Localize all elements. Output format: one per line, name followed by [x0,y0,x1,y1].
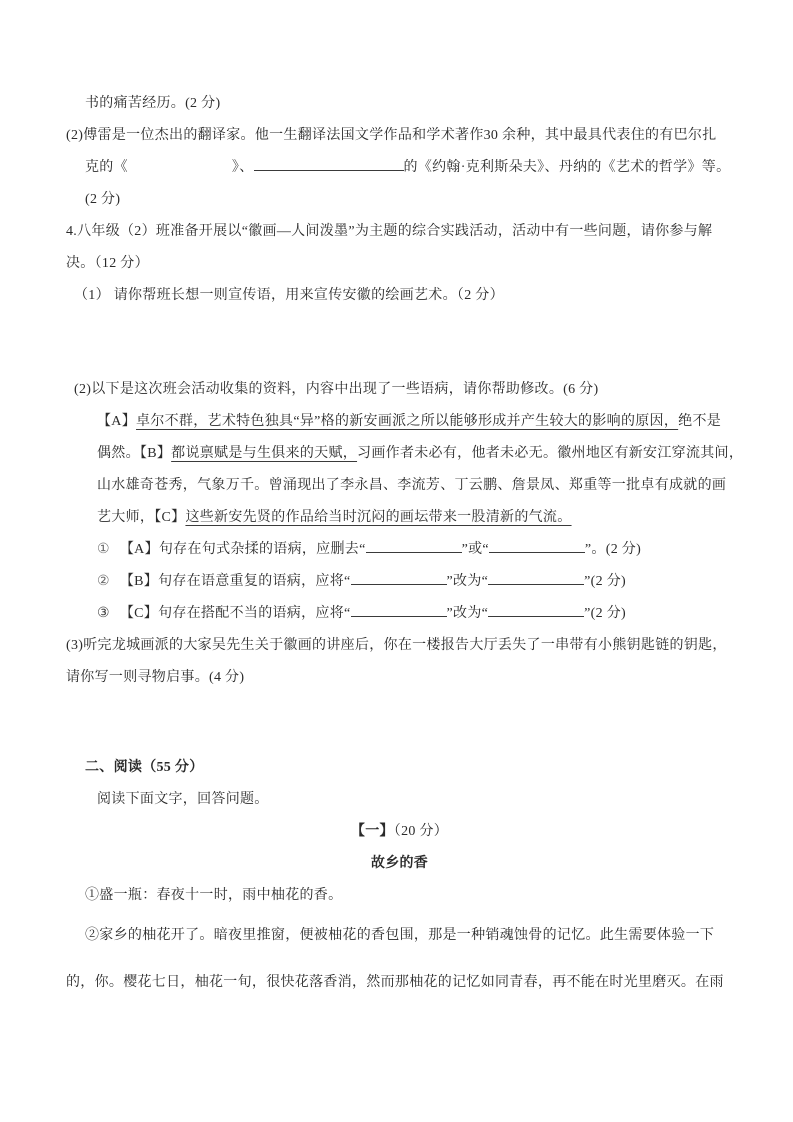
sentence-b-pre: 偶然。【B】 [97,446,172,461]
item-3-post: ”(2 分) [584,606,626,621]
item-2-post: ”(2 分) [584,574,626,589]
q4-intro-line1: 4.八年级（2）班准备开展以“徽画—人间泼墨”为主题的综合实践活动，活动中有一些问题，请你参与解 [66,224,713,239]
essay-para-1: ①盛一瓶：春夜十一时，雨中柚花的香。 [85,888,343,903]
q3-item2-line2-pre: 克的《 [85,160,128,175]
item-1-number: ① [97,542,110,557]
correction-item-2 [66,566,733,598]
answer-blank-line [488,569,584,585]
item-2-number: ② [97,574,110,589]
q3-item2-line1: (2)傅雷是一位杰出的翻译家。他一生翻译法国文学作品和学术著作30 余种，其中最具代表住的有巴尔扎 [66,128,717,143]
correction-item-3 [66,598,733,630]
sentence-a-underlined: 卓尔不群，艺术特色独具“异”格的新安画派之所以能够形成并产生较大的影响的原因， [136,414,679,429]
sentence-c-underlined: 这些新安先贤的作品给当时沉闷的画坛带来一股清新的气流。 [185,510,572,525]
answer-blank-line [488,601,584,617]
answer-writing-space [66,694,733,752]
answer-blank-line [489,537,585,553]
q4-sub2-intro-line: (2)以下是这次班会活动收集的资料，内容中出现了一些语病，请你帮助修改。(6 分) [74,382,599,397]
item-3-number: ③ [97,606,110,621]
sentence-a-tag: 【A】 [97,414,137,429]
item-3-mid: ”改为“ [446,606,489,621]
answer-blank-line [351,601,447,617]
q4-sub3-line2: 请你写一则寻物启事。(4 分) [66,670,245,685]
correction-item-1 [66,534,733,566]
q3-item2-line2-mid: 》、 [231,160,254,175]
item-1-post: ”。(2 分) [584,542,642,557]
item-1-pre: 【A】句存在句式杂揉的语病，应删去“ [119,542,366,557]
essay-para-2-line2: 的，你。樱花七日，柚花一旬，很快花落香消，然而那柚花的记忆如同青春，再不能在时光里磨灭。在雨 [66,975,724,990]
answer-writing-space [66,312,733,374]
q3-item2-line2 [66,152,733,184]
item-3-pre: 【C】句存在搭配不当的语病，应将“ [119,606,351,621]
answer-blank-line [254,155,404,171]
passage-line-a [66,406,733,438]
sentence-c-pre: 艺大师，【C】 [97,510,186,525]
answer-blank-line [366,537,462,553]
bracket-blank-space [128,156,232,171]
sentence-b-underlined: 都说禀赋是与生俱来的天赋， [171,446,358,461]
q3-item2-line2-post: 的《约翰·克利斯朵夫》、丹纳的《艺术的哲学》等。 [403,160,731,175]
item-1-mid: ”或“ [461,542,489,557]
part-one-score: （20 分） [393,824,449,839]
passage-line-b [66,438,744,470]
passage-line-c [66,502,733,534]
item-2-pre: 【B】句存在语意重复的语病，应将“ [119,574,351,589]
reading-instruction: 阅读下面文字，回答问题。 [97,792,269,807]
essay-para-2-line1: ②家乡的柚花开了。暗夜里推窗，便被柚花的香包围，那是一种销魂蚀骨的记忆。此生需要体验一下 [85,928,715,943]
section-2-heading: 二、阅读（55 分） [85,760,204,775]
part-one-tag: 【一】 [350,824,394,839]
passage-line-3: 山水雄奇苍秀，气象万千。曾涌现出了李永昌、李流芳、丁云鹏、詹景凤、郑重等一批卓有成就的画 [97,478,727,493]
answer-blank-line [351,569,447,585]
reading-part-label [66,816,733,848]
essay-title: 故乡的香 [370,856,429,871]
sentence-b-rest: 习画作者未必有，他者未必无。徽州地区有新安江穿流其间， [357,446,744,461]
item-2-mid: ”改为“ [446,574,489,589]
q3-tail-line: 书的痛苦经历。(2 分) [85,96,221,111]
q4-intro-line2: 决。（12 分） [66,256,149,271]
q3-item2-score: (2 分) [85,192,121,207]
q4-sub1-line: （1） 请你帮班长想一则宣传语，用来宣传安徽的绘画艺术。（2 分） [74,288,504,303]
q4-sub3-line1: (3)听完龙城画派的大家吴先生关于徽画的讲座后，你在一楼报告大厅丢失了一串带有小熊钥匙链的钥匙， [66,638,727,653]
sentence-a-rest: 绝不是 [678,414,722,429]
